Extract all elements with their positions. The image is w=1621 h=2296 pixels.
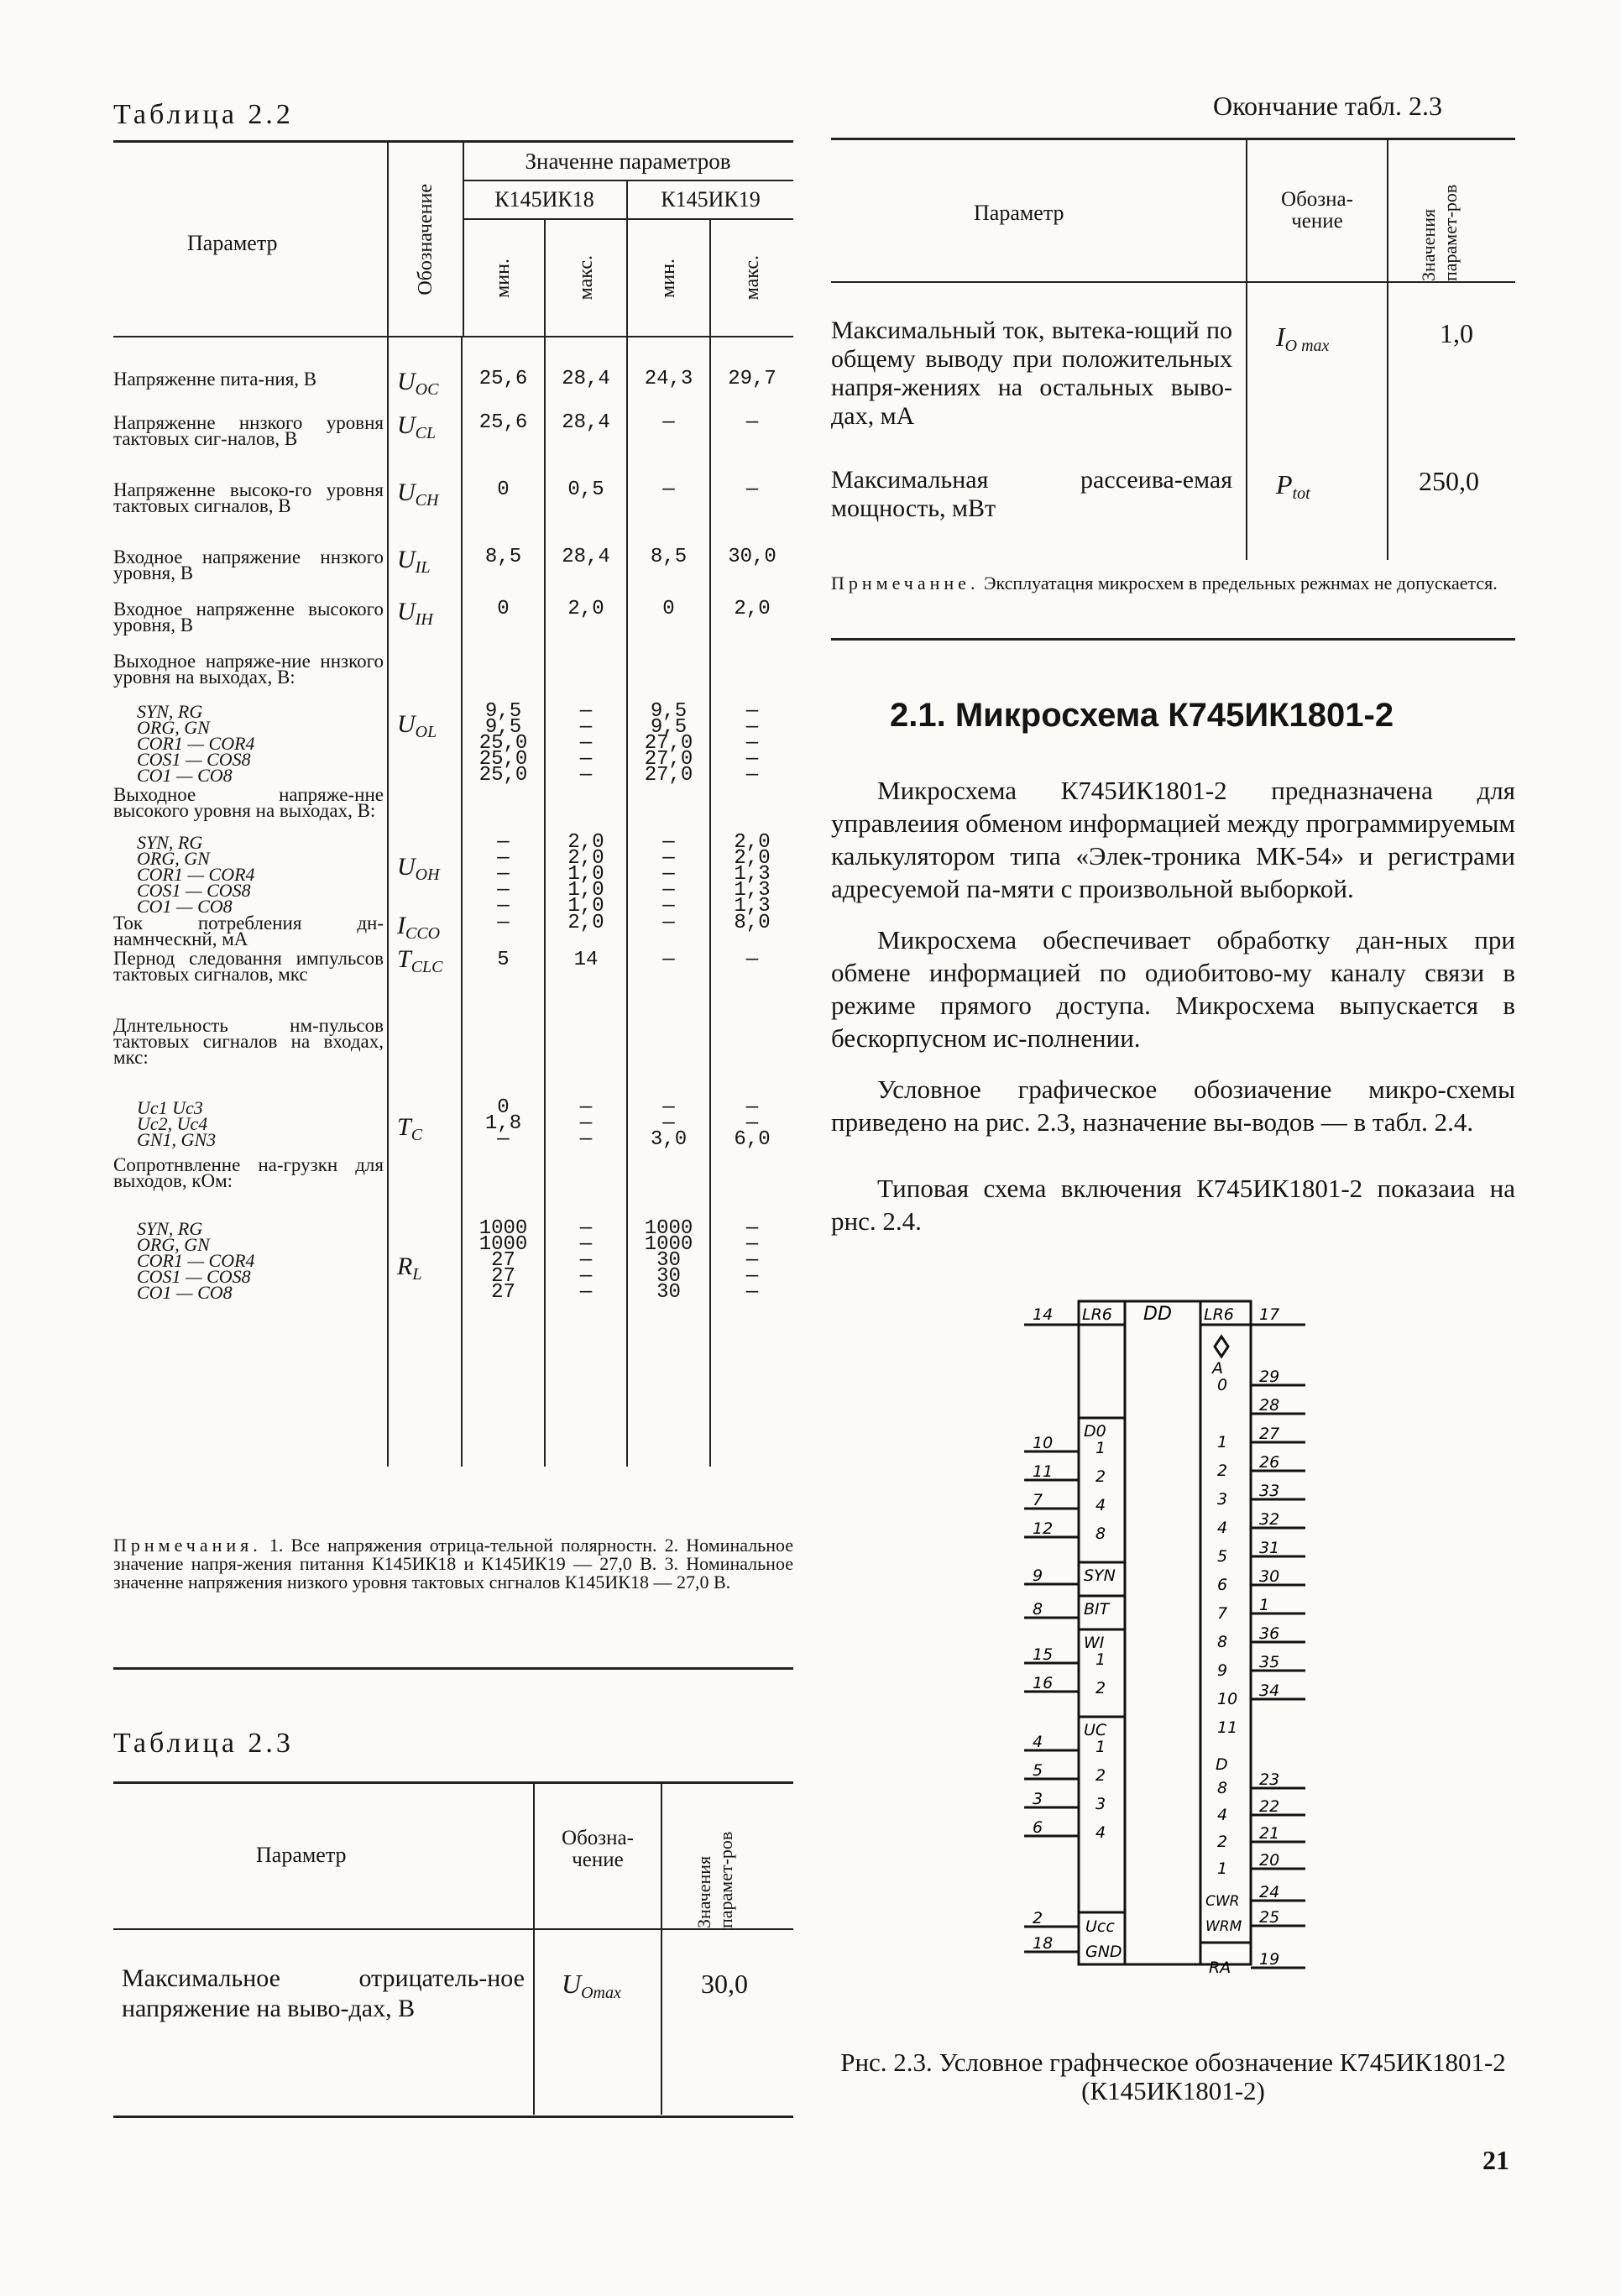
right-d-pin-21: 21 — [1259, 1824, 1280, 1843]
table22-uol-row3: COS1 — COS8 — [137, 749, 251, 770]
table22-uoh-row0-v0: — — [497, 831, 510, 854]
right-d-pin-23: 23 — [1259, 1770, 1280, 1789]
table22-uoh-row4-v3: 1,3 — [734, 895, 771, 918]
right-wrm-sig: WRM — [1205, 1918, 1242, 1935]
table22-tc-row0-v1: — — [579, 1096, 593, 1119]
power-pin-2: 2 — [1033, 1909, 1043, 1927]
table22-rl-symbol: $R_L$ — [397, 1253, 422, 1284]
table22-uoh-row4-v1: 1,0 — [567, 895, 604, 918]
table22-icco-v3: 8,0 — [734, 912, 771, 934]
table22-uoh-row3-v0: — — [497, 879, 510, 902]
table22-tclc-symbol: $T_{CLC}$ — [397, 945, 443, 976]
right-a-pin-29: 29 — [1259, 1368, 1280, 1386]
right-d-sig-1: 4 — [1217, 1806, 1228, 1824]
table22-row4-symbol: $U_{IH}$ — [397, 598, 433, 629]
right-d-sig-0: 8 — [1217, 1779, 1228, 1797]
table22-rl-row3-v1: — — [579, 1265, 593, 1288]
table22 — [113, 143, 793, 1467]
table22-icco-symbol: $I_{CCO}$ — [397, 912, 441, 943]
table23-col-value: Значения парамет-ров — [693, 1831, 736, 1928]
table22-rl-row0-v2: 1000 — [644, 1217, 693, 1240]
right-cwr-sig: CWR — [1205, 1893, 1240, 1910]
table22-notes-text: 1. Все напряжения отрица-тельной полярностн. 2. Номинальное значение напря-жения питання К145ИК18 и К145ИК19 — 27,0 В. 3. Номинальное значенне напряжения низкого уровня тактовых снгналов К145ИК18 — 27,0 В. — [113, 1535, 794, 1593]
table22-rl-row4-v3: — — [745, 1281, 759, 1304]
left-group-label-1: SYN — [1084, 1566, 1116, 1585]
table22-uol-row2-v2: 27,0 — [644, 732, 693, 755]
pin14-label: 14 — [1033, 1305, 1054, 1324]
right-a-pin-28: 28 — [1259, 1396, 1280, 1415]
table22-rl-row4-v2: 30 — [656, 1281, 681, 1304]
right-ra-sig: RA — [1209, 1959, 1231, 1977]
table22-col-values: Значенне параметров — [463, 143, 793, 181]
table22-uol-row0-v1: — — [579, 700, 593, 723]
table22-row4-param: Входное напряженне высокого уровня, В — [113, 599, 384, 635]
table22-tclc-v2: — — [662, 949, 675, 971]
left-pin-6: 6 — [1033, 1818, 1043, 1837]
table22-uoh-row1-v2: — — [662, 847, 675, 870]
right-a-sig-11: 10 — [1217, 1690, 1238, 1708]
table23-header — [113, 1784, 793, 1930]
left-sig-4: 1 — [1095, 1738, 1106, 1756]
table23-col-symbol: Обозна-чение — [562, 1827, 634, 1871]
table22-row1-v2: — — [662, 411, 675, 434]
table22-rl-row1: ORG, GN — [137, 1234, 210, 1255]
table22-rl-row2: COR1 — COR4 — [137, 1250, 255, 1271]
right-a-sig-0: 0 — [1217, 1376, 1228, 1394]
table22-tc-row1-v1: — — [579, 1112, 593, 1135]
right-d-sig-3: 1 — [1217, 1859, 1228, 1878]
table22-row2-v0: 0 — [497, 479, 510, 501]
table23-caption: Таблица 2.3 — [113, 1728, 294, 1759]
table23-row-param: Максимальное отрицатель-ное напряжение на выво-дах, В — [122, 1964, 525, 2022]
table22-col-symbol: Обозначение — [414, 183, 437, 295]
right-d-pin-20: 20 — [1259, 1851, 1280, 1870]
left-sig-10: 1 — [1095, 1439, 1106, 1457]
table22-uoh-row1: ORG, GN — [137, 848, 210, 869]
table22-rl-row2-v0: 27 — [491, 1249, 515, 1272]
table22-uol-row3-v1: — — [579, 748, 593, 771]
right-a-pin-36: 36 — [1259, 1624, 1280, 1643]
table22-uol-row1-v2: 9,5 — [650, 716, 688, 739]
table23end-row2-param: Максимальная рассеива-емая мощность, мВт — [831, 466, 1232, 522]
right-a-sig-7: 6 — [1217, 1576, 1228, 1594]
table23end-note-text: Эксплуатацня микросхем в предельных режнмах не допускается. — [983, 573, 1498, 594]
table22-rl-row3: COS1 — COS8 — [137, 1266, 251, 1287]
table22-uoh-row2-v2: — — [662, 863, 675, 886]
table22-rl-row0-v3: — — [745, 1217, 759, 1240]
table22-uoh-label: Выходное напряже-нне высокого уровня на выходах, В: — [113, 784, 384, 821]
table22-uoh-row4-v0: — — [497, 895, 510, 918]
table22-tc-row2-v3: 6,0 — [734, 1128, 771, 1151]
table22-row2-v2: — — [662, 479, 675, 501]
table22-uol-row3-v2: 27,0 — [644, 748, 693, 771]
table22-row0-symbol: $U_{OC}$ — [397, 368, 439, 399]
table22-uol-symbol: $U_{OL}$ — [397, 710, 437, 741]
table22-rl-row4-v0: 27 — [491, 1281, 515, 1304]
table23end-note — [831, 574, 1515, 593]
table22-chip1: К145ИК18 — [463, 181, 628, 220]
table22-row4-v1: 2,0 — [567, 598, 604, 620]
table22-tc-row0-v0: 0 — [497, 1096, 510, 1119]
table22-tc-row2-v0: — — [497, 1128, 510, 1151]
table22-max2: макс. — [740, 255, 763, 301]
table22-uol-row2-v3: — — [745, 732, 759, 755]
right-a-pin-27: 27 — [1259, 1425, 1280, 1443]
right-a-label: A — [1212, 1359, 1223, 1378]
table22-tc-row1-v3: — — [745, 1112, 759, 1135]
right-cwr-pin: 24 — [1259, 1883, 1280, 1901]
right-a-pin-1: 1 — [1259, 1596, 1270, 1614]
table22-tc-row2-v2: 3,0 — [650, 1128, 688, 1151]
table22-rl-label: Сопротнвленне на-грузкн для выходов, кОм: — [113, 1154, 384, 1191]
right-d-pin-22: 22 — [1259, 1797, 1280, 1816]
table22-uoh-row3-v3: 1,3 — [734, 879, 771, 902]
table22-rl-row4: CO1 — CO8 — [137, 1282, 233, 1303]
left-pin-16: 16 — [1033, 1674, 1054, 1692]
table22-uoh-row0-v3: 2,0 — [734, 831, 771, 854]
table22-tc-row1: Uc2, Uc4 — [137, 1113, 208, 1134]
left-sig-15: 1 — [1095, 1650, 1106, 1669]
right-a-pin-26: 26 — [1259, 1453, 1280, 1472]
table22-rl-row2-v1: — — [579, 1249, 593, 1272]
table22-min2: мин. — [657, 258, 679, 298]
table22-notes-head: Прнмечания. — [113, 1535, 262, 1556]
table22-uol-row0-v0: 9,5 — [484, 700, 522, 723]
table23end-header — [831, 140, 1515, 283]
right-a-pin-31: 31 — [1259, 1539, 1280, 1557]
table22-uoh-row4: CO1 — CO8 — [137, 896, 233, 917]
left-group-label-2: BIT — [1084, 1600, 1110, 1619]
table22-max1: макс. — [574, 255, 597, 301]
table23-row-symbol: $U_{Omax}$ — [562, 1969, 621, 2002]
table23-row — [113, 1930, 793, 2115]
right-a-sig-6: 5 — [1217, 1547, 1228, 1566]
table23end-col-param: Параметр — [974, 201, 1064, 225]
table22-uoh-row0: SYN, RG — [137, 832, 203, 853]
left-group-label-0: D0 — [1084, 1422, 1106, 1441]
table22-row3-param: Входное напряжение ннзкого уровня, В — [113, 547, 384, 583]
right-a-pin-32: 32 — [1259, 1510, 1280, 1529]
table22-tc-row2: GN1, GN3 — [137, 1129, 217, 1150]
table22-uol-row3-v0: 25,0 — [478, 748, 528, 771]
right-a-pin-30: 30 — [1259, 1567, 1280, 1586]
left-pin-10: 10 — [1033, 1434, 1054, 1452]
table22-row2-v3: — — [745, 479, 759, 501]
table22-row1-v0: 25,6 — [478, 411, 528, 434]
table22-row4-v0: 0 — [497, 598, 510, 620]
table22-tc-row0-v3: — — [745, 1096, 759, 1119]
table22-tc-row1-v0: 1,8 — [484, 1112, 522, 1135]
left-sig-11: 2 — [1095, 1467, 1106, 1486]
table22-uol-row4-v1: — — [579, 764, 593, 787]
table22-rl-row0: SYN, RG — [137, 1218, 203, 1239]
table22-row0-v2: 24,3 — [644, 368, 693, 390]
right-a-sig-5: 4 — [1217, 1519, 1228, 1537]
table22-row1-v3: — — [745, 411, 759, 434]
table22-row3-v0: 8,5 — [484, 546, 522, 568]
table22-uol-row3-v3: — — [745, 748, 759, 771]
table22-rl-row2-v3: — — [745, 1249, 759, 1272]
table22-icco-param: Ток потребления дн-намнческнй, мА — [113, 913, 384, 949]
left-sig-7: 4 — [1095, 1496, 1106, 1514]
table22-body — [113, 337, 793, 1467]
table22-row1-symbol: $U_{CL}$ — [397, 411, 437, 442]
table22-uol-row1-v1: — — [579, 716, 593, 739]
table22-tc-label: Длнтельность нм-пульсов тактовых сигналов на входах, мкс: — [113, 1015, 384, 1068]
table22-tc-row1-v2: — — [662, 1112, 675, 1135]
table22-row2-v1: 0,5 — [567, 479, 604, 501]
right-a-pin-35: 35 — [1259, 1653, 1280, 1671]
table22-rl-row1-v3: — — [745, 1233, 759, 1256]
table22-uol-label: Выходное напряже-ние ннзкого уровня на выходах, В: — [113, 651, 384, 688]
table22-rl-row4-v1: — — [579, 1281, 593, 1304]
left-pin-12: 12 — [1033, 1519, 1054, 1538]
table22-uoh-row1-v0: — — [497, 847, 510, 870]
table22-uol-row1: ORG, GN — [137, 717, 210, 738]
table22-rl-row1-v2: 1000 — [644, 1233, 693, 1256]
table22-uol-row0-v2: 9,5 — [650, 700, 688, 723]
table22-col-param: Параметр — [187, 231, 278, 255]
table22-chip2: К145ИК19 — [628, 181, 793, 220]
table22-tclc-v3: — — [745, 949, 759, 971]
table22-row4-v2: 0 — [662, 598, 675, 620]
right-d-sig-2: 2 — [1217, 1833, 1228, 1851]
table22-tc-symbol: $T_C$ — [397, 1113, 423, 1144]
table22-uoh-row1-v3: 2,0 — [734, 847, 771, 870]
power-sig-2: Ucc — [1085, 1917, 1115, 1936]
right-a-sig-9: 8 — [1217, 1633, 1228, 1651]
fig-top-left: LR6 — [1082, 1305, 1112, 1324]
table22-uoh-row4-v2: — — [662, 895, 675, 918]
table23-col-param: Параметр — [256, 1843, 347, 1867]
figure-caption: Рнс. 2.3. Условное графнческое обозначение К745ИК1801-2 (К145ИК1801-2) — [840, 2048, 1506, 2105]
table22-uol-row2-v0: 25,0 — [478, 732, 528, 755]
table22-uol-row4-v0: 25,0 — [478, 764, 528, 787]
table23-row-value: 30,0 — [701, 1969, 748, 1999]
left-pin-8: 8 — [1033, 1600, 1043, 1619]
table22-rl-row0-v1: — — [579, 1217, 593, 1240]
table22-row4-v3: 2,0 — [734, 598, 771, 620]
left-sig-6: 4 — [1095, 1823, 1106, 1842]
table23end-col-value: Значения парамет-ров — [1417, 184, 1461, 281]
table23end-row2-value: 250,0 — [1419, 466, 1479, 496]
diamond-icon — [1215, 1336, 1228, 1357]
section-heading: 2.1. Микросхема К745ИК1801-2 — [890, 697, 1394, 734]
section-p4: Типовая схема включения К745ИК1801-2 показаиа на рнс. 2.4. — [831, 1174, 1515, 1236]
right-a-sig-3: 2 — [1217, 1462, 1228, 1480]
table22-row0-v3: 29,7 — [728, 368, 777, 390]
section-p1: Микросхема К745ИК1801-2 предназначена для управлеиия обменом информацией между программируемым калькулятором типа «Элек-троника МК-54» и регистрами адресуемой па-мяти с произвольной выборкой. — [831, 776, 1515, 903]
table22-row3-v3: 30,0 — [728, 546, 777, 568]
table22-uoh-row3-v2: — — [662, 879, 675, 902]
table22-tc-row0: Uc1 Uc3 — [137, 1097, 203, 1118]
table22-uoh-row0-v2: — — [662, 831, 675, 854]
table22-uoh-row2: COR1 — COR4 — [137, 864, 255, 885]
right-wrm-pin: 25 — [1259, 1908, 1280, 1927]
table22-uoh-row3-v1: 1,0 — [567, 879, 604, 902]
table22-rl-row3-v3: — — [745, 1265, 759, 1288]
table22-uol-row4-v2: 27,0 — [644, 764, 693, 787]
table22-rl-row0-v0: 1000 — [478, 1217, 528, 1240]
right-ra-pin: 19 — [1259, 1950, 1280, 1969]
table22-uol-row2-v1: — — [579, 732, 593, 755]
table22-uoh-row0-v1: 2,0 — [567, 831, 604, 854]
power-pin-18: 18 — [1033, 1934, 1054, 1953]
table22-icco-v2: — — [662, 912, 675, 934]
table23end-caption: Окончание табл. 2.3 — [1213, 91, 1442, 121]
table22-uoh-row1-v1: 2,0 — [567, 847, 604, 870]
right-a-sig-2: 1 — [1217, 1433, 1228, 1451]
table23end-row1-value: 1,0 — [1440, 318, 1473, 348]
left-pin-11: 11 — [1033, 1462, 1054, 1481]
table22-min1: мин. — [492, 258, 514, 298]
section-p3: Условное графическое обозиачение микро-схемы приведено на рис. 2.3, назначение вы-водов — в табл. 2.4. — [831, 1075, 1515, 1137]
table22-uol-row4-v3: — — [745, 764, 759, 787]
left-pin-5: 5 — [1033, 1761, 1043, 1780]
table22-row1-param: Напряженне ннзкого уровня тактовых сиг-налов, В — [113, 412, 384, 449]
table22-row1-v1: 28,4 — [562, 411, 610, 434]
table22-uol-row0-v3: — — [745, 700, 759, 723]
page-number: 21 — [1482, 2145, 1509, 2175]
left-sig-12: 8 — [1095, 1525, 1106, 1543]
table22-uoh-symbol: $U_{OH}$ — [397, 853, 440, 884]
left-pin-9: 9 — [1033, 1566, 1043, 1585]
table22-rl-row3-v2: 30 — [656, 1265, 681, 1288]
table22-caption: Таблица 2.2 — [113, 99, 294, 130]
table22-uol-row1-v3: — — [745, 716, 759, 739]
table22-uol-row1-v0: 9,5 — [484, 716, 522, 739]
table22-row0-param: Напряженне пита-ния, В — [113, 369, 317, 390]
left-sig-16: 2 — [1095, 1679, 1106, 1697]
table22-rl-row1-v1: — — [579, 1233, 593, 1256]
table23end-row1-symbol: $I_{O max}$ — [1276, 322, 1330, 355]
table22-row3-v2: 8,5 — [650, 546, 688, 568]
table22-notes — [113, 1536, 793, 1592]
left-pin-4: 4 — [1033, 1733, 1043, 1751]
table22-uoh-row3: COS1 — COS8 — [137, 880, 251, 901]
table22-row3-symbol: $U_{IL}$ — [397, 546, 431, 577]
left-sig-3: 3 — [1095, 1795, 1106, 1813]
table22-row2-symbol: $U_{CH}$ — [397, 479, 439, 510]
left-pin-7: 7 — [1033, 1491, 1043, 1509]
right-a-pin-33: 33 — [1259, 1482, 1280, 1500]
power-sig-18: GND — [1085, 1943, 1122, 1961]
table23end-row1-param: Максимальный ток, вытека-ющий по общему выводу при положительных напря-жениях на остальных выво-дах, мА — [831, 316, 1232, 430]
table22-tc-row0-v2: — — [662, 1096, 675, 1119]
table22-uoh-row2-v0: — — [497, 863, 510, 886]
right-a-sig-12: 11 — [1217, 1718, 1238, 1737]
table23end-body — [831, 283, 1515, 560]
table22-uol-row0: SYN, RG — [137, 701, 203, 722]
table22-row0-v1: 28,4 — [562, 368, 610, 390]
table23end-row2-symbol: $P_{tot}$ — [1276, 469, 1310, 503]
pin17-label: 17 — [1259, 1305, 1280, 1324]
table22-uol-row4: CO1 — CO8 — [137, 765, 233, 786]
table22-tclc-v1: 14 — [573, 949, 599, 971]
fig-top-right: LR6 — [1204, 1305, 1234, 1324]
right-a-sig-4: 3 — [1217, 1490, 1228, 1509]
right-a-sig-8: 7 — [1217, 1604, 1228, 1623]
table22-tclc-v0: 5 — [497, 949, 510, 971]
table22-uoh-row2-v3: 1,3 — [734, 863, 771, 886]
table22-icco-v1: 2,0 — [567, 912, 604, 934]
left-pin-15: 15 — [1033, 1645, 1054, 1664]
table22-uoh-row2-v1: 1,0 — [567, 863, 604, 886]
figure-2-3-diagram — [1007, 1284, 1326, 1981]
table22-uol-row2: COR1 — COR4 — [137, 733, 255, 754]
right-a-pin-34: 34 — [1259, 1681, 1280, 1700]
right-a-sig-10: 9 — [1217, 1661, 1228, 1680]
left-pin-3: 3 — [1033, 1790, 1043, 1808]
table22-rl-row3-v0: 27 — [491, 1265, 515, 1288]
table22-tc-row2-v1: — — [579, 1128, 593, 1151]
left-sig-5: 2 — [1095, 1766, 1106, 1785]
table23end-note-head: Прнмечанне. — [831, 573, 980, 594]
table22-tclc-param: Пернод следовання импульсов тактовых сигналов, мкс — [113, 948, 384, 985]
table22-icco-v0: — — [497, 912, 510, 934]
fig-top-mid: DD — [1143, 1304, 1172, 1325]
right-d-label: D — [1216, 1755, 1228, 1774]
left-group-label-3: WI — [1084, 1634, 1105, 1652]
table22-rl-row2-v2: 30 — [656, 1249, 681, 1272]
table22-row0-v0: 25,6 — [478, 368, 528, 390]
left-group-label-4: UC — [1084, 1721, 1107, 1739]
table22-rl-row1-v0: 1000 — [478, 1233, 528, 1256]
table23end-col-symbol: Обозна-чение — [1281, 188, 1353, 233]
table22-row3-v1: 28,4 — [562, 546, 610, 568]
table22-row2-param: Напряженне высоко-го уровня тактовых сигналов, В — [113, 479, 384, 516]
section-p2: Микросхема обеспечивает обработку дан-ных при обмене информацией по одиобитово-му каналу связи в режиме прямого доступа. Микросхема выпускается в бескорпусном ис-полнении. — [831, 925, 1515, 1053]
